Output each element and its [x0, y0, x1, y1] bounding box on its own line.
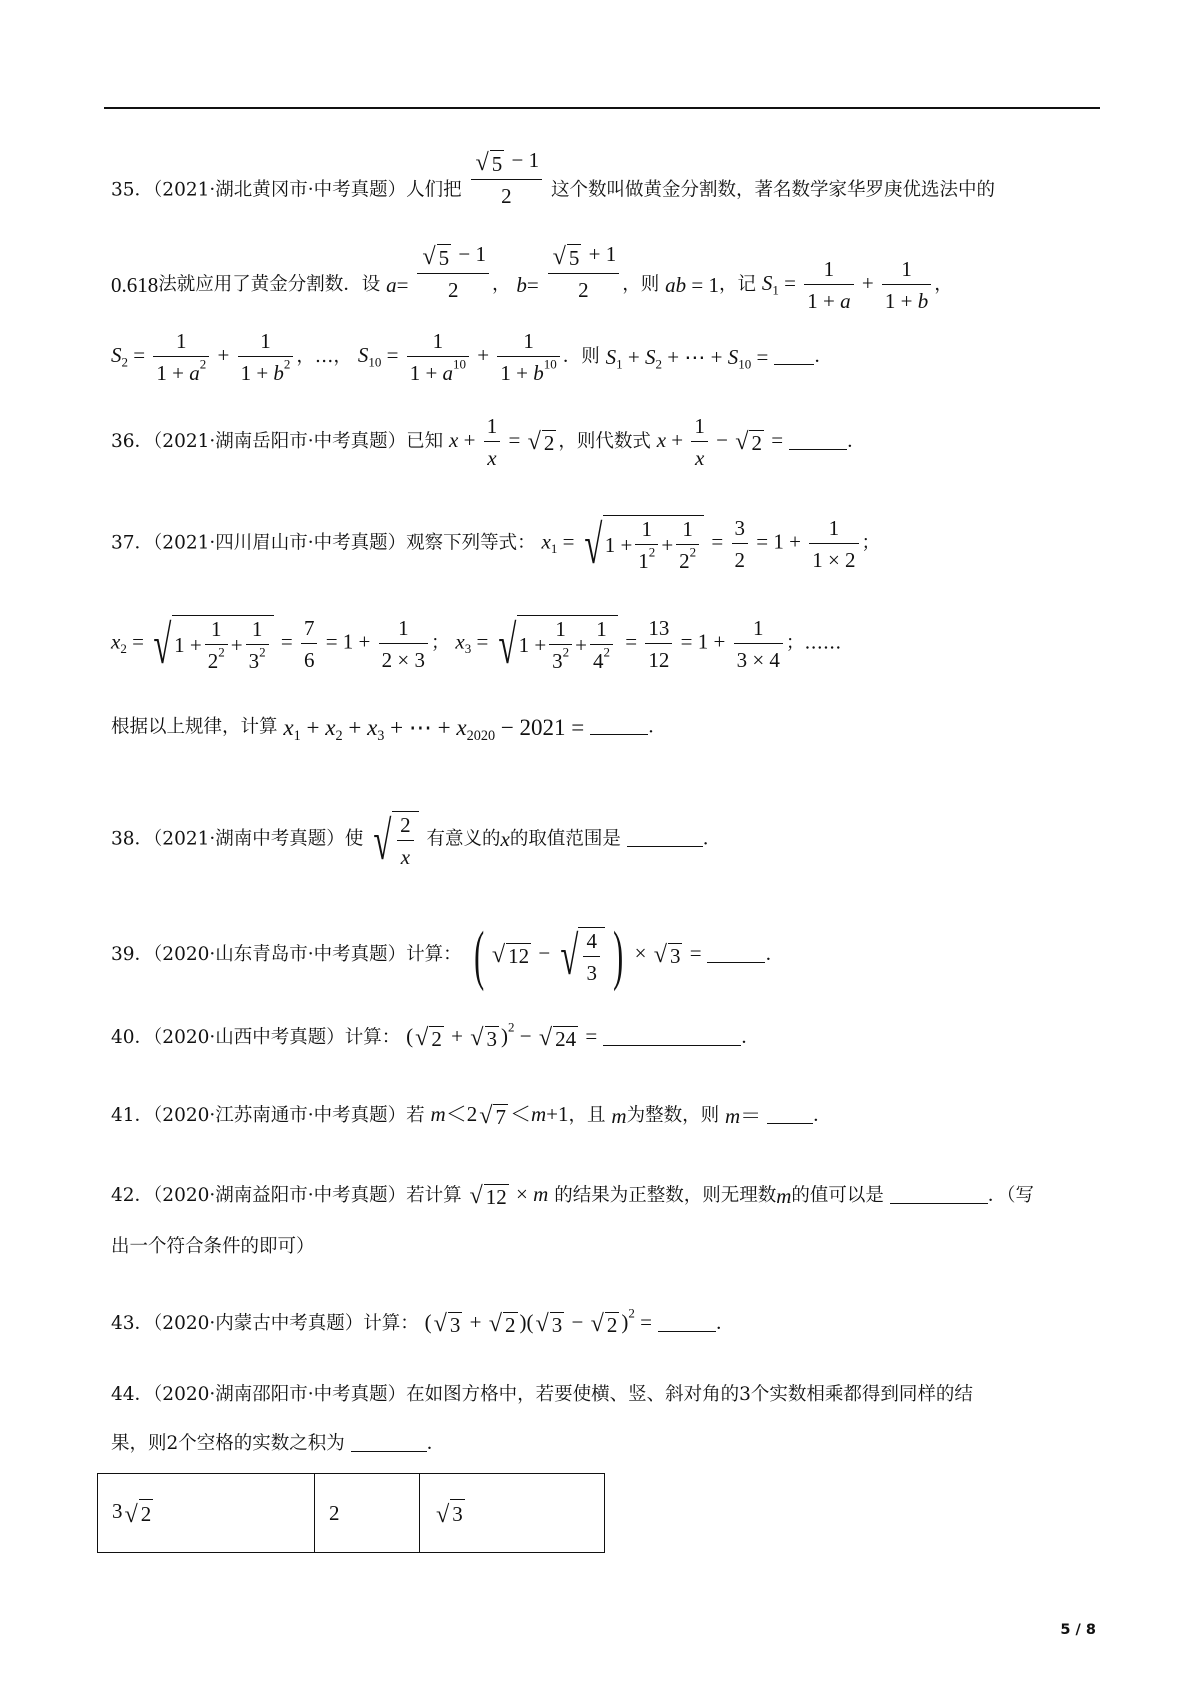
s2-definition: $S_2$ = $\frac{1}{1 + a^2}$ + $\frac{1}{1 + b^2}$ [111, 330, 296, 384]
q37-line-3: 根据以上规律，计算 $x_1 + x_2 + x_3$ + ⋯ + $x_{2020} - 2021$ = ． [111, 715, 667, 744]
x3-equation: $x_3$ = √ 1 + 1 $3^2$ + 1 $4^2$ = $\frac{13}{12}$ = 1 + $\frac{1}{3 \times 4}$ [455, 615, 786, 672]
m-equals: m＝ [724, 1103, 762, 1128]
var-x: x [500, 827, 510, 852]
page-number: 5 / 8 [1060, 1622, 1096, 1638]
q35-text: 法就应用了黄金分割数．设 [158, 273, 381, 295]
q41-inequality: m＜2 √ 7 ＜m+1 [430, 1102, 569, 1130]
a-fraction: √ 5 − 1 2 [417, 243, 489, 301]
var-m: m [776, 1183, 792, 1208]
q40-expression: ( √ 2 + √ 3 )$^2$ − √ 24 = [406, 1019, 598, 1052]
q35-text: 人们把 [406, 179, 462, 201]
x1-equation: $x_1$ = √ 1 + 1 $1^2$ + 1 $2^2$ = $\frac{3}{2}$ = 1 + $\frac{1}{1 \times 2}$ [542, 515, 862, 572]
q42-line-2: 出一个符合条件的即可） [111, 1236, 315, 1257]
grid-cell: 2 [315, 1474, 420, 1553]
q36-expression: x + $\frac{1}{x}$ − √ 2 = [656, 414, 784, 471]
ab-equals-1: ab = 1 [665, 272, 719, 297]
q35-text: 0.618 [111, 272, 159, 297]
q35-number: 35． [111, 179, 154, 201]
var-a: a [386, 272, 397, 297]
answer-blank[interactable] [658, 1317, 716, 1332]
header-rule [104, 107, 1100, 109]
answer-blank[interactable] [789, 435, 847, 450]
q42-line-1: 42．（2020·湖南益阳市·中考真题）若计算 √ 12 × m 的结果为正整数，则无理数m的值可以是 ．（写 [111, 1182, 1035, 1210]
q43-line: 43．（2020·内蒙古中考真题）计算： ( √ 3 + √ 2 )( √ 3 − √ 2 )$^2$ = ． [111, 1305, 735, 1338]
s1-definition: $S_1$ = $\frac{1}{1 + a}$ + $\frac{1}{1 + b}$ [762, 258, 934, 312]
q43-expression: ( √ 3 + √ 2 )( √ 3 − √ 2 )$^2$ = [424, 1305, 652, 1338]
answer-blank[interactable] [603, 1031, 741, 1046]
x2-equation: $x_2$ = √ 1 + 1 $2^2$ + 1 $3^2$ = $\frac{7}{6}$ = 1 + $\frac{1}{2 \times 3}$ [111, 615, 431, 672]
s-sum-expression: $S_1 + S_2$ + ⋯ + $S_{10}$ = [605, 344, 769, 372]
q44-line-1: 44．（2020·湖南邵阳市·中考真题）在如图方格中，若要使横、竖、斜对角的3个实数相乘都得到同样的结 [111, 1384, 973, 1405]
answer-blank[interactable] [767, 1109, 813, 1124]
q42-expression: √ 12 × m [469, 1182, 549, 1210]
q41-line: 41．（2020·江苏南通市·中考真题）若 m＜2 √ 7 ＜m+1，且 m为整数，则 m＝ ． [111, 1102, 832, 1130]
q36-condition: x + $\frac{1}{x}$ = √ 2 [449, 414, 555, 471]
answer-blank[interactable] [707, 948, 765, 963]
answer-blank[interactable] [774, 350, 814, 365]
q35-line-3: $S_2$ = $\frac{1}{1 + a^2}$ + $\frac{1}{1 + b^2}$ ，…， $S_{10}$ = $\frac{1}{1 + a^{10}}$ + $\frac{1}{1 + b^{10}}$ ．则 $S_1 + S_2$ + ⋯ + $S_{10}$ = ． [111, 329, 833, 386]
answer-blank[interactable] [627, 832, 703, 847]
number-grid [97, 1473, 605, 1553]
answer-blank[interactable] [351, 1437, 427, 1452]
q37-line-1: 37．（2021·四川眉山市·中考真题）观察下列等式： $x_1$ = √ 1 + 1 $1^2$ + 1 $2^2$ = $\frac{3}{2}$ = 1 + $\frac{1}{1 \times 2}$ ； [111, 513, 881, 575]
q35-text: 这个数叫做黄金分割数，著名数学家华罗庚优选法中的 [551, 179, 996, 201]
q44-line-2: 果，则2个空格的实数之积为 ． [111, 1433, 446, 1454]
answer-blank[interactable] [590, 720, 648, 735]
q38-radical: √ 2 x [369, 811, 420, 868]
var-m: m [611, 1103, 627, 1128]
grid-cell: 3 √ 2 [98, 1474, 315, 1553]
grid-cell: √ 3 [420, 1474, 605, 1553]
answer-blank[interactable] [890, 1189, 988, 1204]
q37-line-2: $x_2$ = √ 1 + 1 $2^2$ + 1 $3^2$ = $\frac{7}{6}$ = 1 + $\frac{1}{2 \times 3}$ ； $x_3$ = √ 1 + 1 $3^2$ + 1 $4^2$ = $\frac{13}{12}$ = 1 + $\frac{1}{3 \times 4}$ ；…… [111, 613, 842, 675]
q40-line: 40．（2020·山西中考真题）计算： ( √ 2 + √ 3 )$^2$ − √ 24 = ． [111, 1019, 760, 1052]
q35-line-2: 0.618法就应用了黄金分割数．设 a= √ 5 − 1 2 ， b= √ 5 + 1 2 ，则 ab = 1，记 $S_1$ = $\frac{1}{1 + a}$ + $\frac{1}{1 + b}$ ， [111, 242, 953, 314]
q38-line: 38．（2021·湖南中考真题）使 √ 2 x 有意义的x的取值范围是 ． [111, 809, 722, 871]
q36-line: 36．（2021·湖南岳阳市·中考真题）已知 x + $\frac{1}{x}$ = √ 2 ，则代数式 x + $\frac{1}{x}$ − √ 2 = ． [111, 414, 866, 471]
q37-sum-expression: $x_1 + x_2 + x_3$ + ⋯ + $x_{2020} - 2021$ = [283, 715, 585, 744]
q35-line-1 [111, 148, 996, 208]
s10-definition: $S_{10}$ = $\frac{1}{1 + a^{10}}$ + $\frac{1}{1 + b^{10}}$ [358, 330, 563, 384]
q35-source: （2021·湖北黄冈市·中考真题） [153, 179, 407, 201]
b-fraction: √ 5 + 1 2 [548, 243, 620, 301]
golden-ratio-fraction: √ 5 − 1 2 [471, 149, 543, 207]
q39-line: 39．（2020·山东青岛市·中考真题）计算： ( √ 12 − √ 4 3 ) × √ 3 = ． [111, 917, 784, 992]
grid-row [98, 1474, 605, 1553]
q39-expression: ( √ 12 − √ 4 3 ) × √ 3 = [473, 917, 702, 992]
